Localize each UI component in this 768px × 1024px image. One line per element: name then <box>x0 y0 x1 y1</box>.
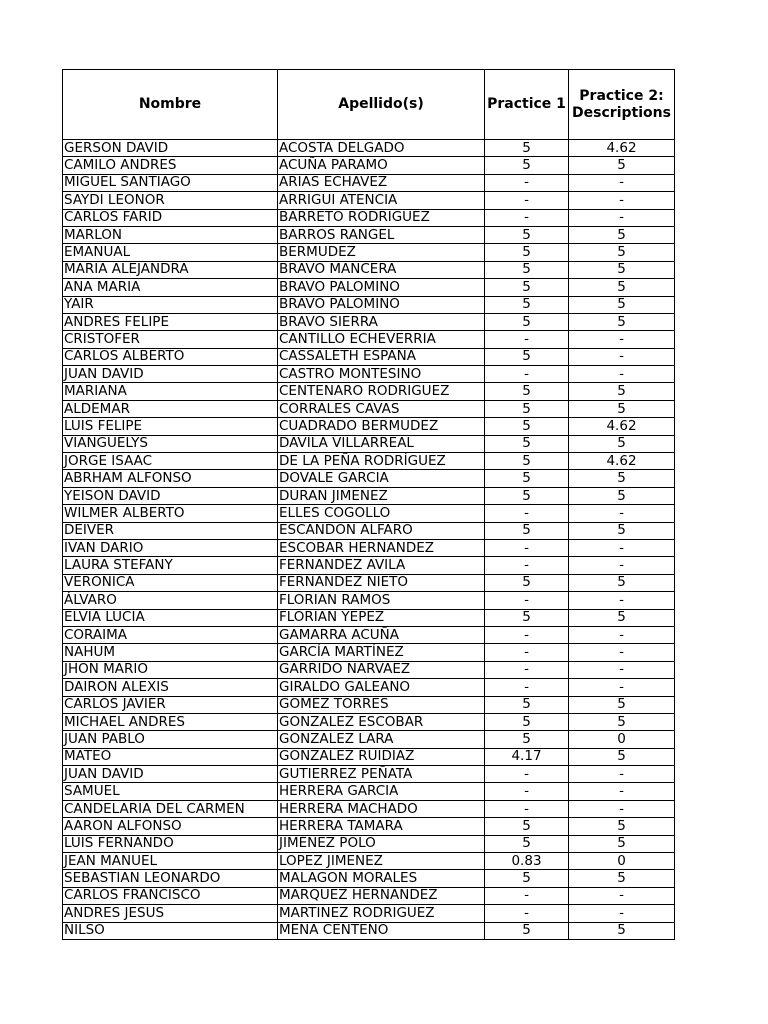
table-row <box>63 592 675 609</box>
cell-nombre: WILMER ALBERTO <box>63 505 278 522</box>
table-row <box>63 870 675 887</box>
cell-apellidos: BARRETO RODRIGUEZ <box>278 209 485 226</box>
cell-apellidos: DOVALE GARCIA <box>278 470 485 487</box>
table-row <box>63 140 675 157</box>
cell-apellidos: BARROS RANGEL <box>278 226 485 243</box>
cell-practice-2: - <box>569 766 675 783</box>
cell-nombre: MARIANA <box>63 383 278 400</box>
cell-nombre: NILSO <box>63 922 278 939</box>
grades-table <box>62 69 675 940</box>
cell-practice-1: 5 <box>485 261 569 278</box>
cell-practice-1: 5 <box>485 400 569 417</box>
cell-practice-1: - <box>485 887 569 904</box>
cell-apellidos: CORRALES CAVAS <box>278 400 485 417</box>
cell-practice-2: - <box>569 679 675 696</box>
table-row <box>63 331 675 348</box>
cell-nombre: VERONICA <box>63 574 278 591</box>
cell-nombre: JEAN MANUEL <box>63 853 278 870</box>
header-apellidos: Apellido(s) <box>278 70 485 140</box>
cell-practice-2: 5 <box>569 400 675 417</box>
table-row <box>63 661 675 678</box>
cell-nombre: SAYDI LEONOR <box>63 192 278 209</box>
cell-practice-2: - <box>569 661 675 678</box>
cell-apellidos: GARCÍA MARTÍNEZ <box>278 644 485 661</box>
cell-nombre: CAMILO ANDRES <box>63 157 278 174</box>
cell-nombre: ABRHAM ALFONSO <box>63 470 278 487</box>
table-row <box>63 818 675 835</box>
table-row <box>63 487 675 504</box>
cell-practice-1: 5 <box>485 522 569 539</box>
cell-nombre: DAIRON ALEXIS <box>63 679 278 696</box>
cell-nombre: JUAN DAVID <box>63 366 278 383</box>
cell-nombre: MICHAEL ANDRES <box>63 713 278 730</box>
cell-nombre: AARON ALFONSO <box>63 818 278 835</box>
cell-nombre: CARLOS FARID <box>63 209 278 226</box>
cell-nombre: MARIA ALEJANDRA <box>63 261 278 278</box>
table-row <box>63 400 675 417</box>
table-row <box>63 296 675 313</box>
cell-apellidos: LOPEZ JIMENEZ <box>278 853 485 870</box>
cell-practice-1: - <box>485 192 569 209</box>
cell-nombre: MARLON <box>63 226 278 243</box>
table-row <box>63 174 675 191</box>
cell-practice-2: 0 <box>569 731 675 748</box>
cell-nombre: CANDELARIA DEL CARMEN <box>63 800 278 817</box>
cell-apellidos: MALAGON MORALES <box>278 870 485 887</box>
cell-nombre: VIANGUELYS <box>63 435 278 452</box>
table-row <box>63 679 675 696</box>
table-row <box>63 453 675 470</box>
cell-apellidos: ESCANDON ALFARO <box>278 522 485 539</box>
cell-practice-2: 5 <box>569 574 675 591</box>
cell-practice-1: 5 <box>485 487 569 504</box>
cell-practice-1: - <box>485 331 569 348</box>
cell-nombre: MIGUEL SANTIAGO <box>63 174 278 191</box>
cell-apellidos: FERNANDEZ NIETO <box>278 574 485 591</box>
cell-apellidos: FERNANDEZ AVILA <box>278 557 485 574</box>
cell-nombre: CRISTOFER <box>63 331 278 348</box>
table-row <box>63 609 675 626</box>
cell-practice-2: 5 <box>569 922 675 939</box>
cell-nombre: ÁLVARO <box>63 592 278 609</box>
cell-nombre: CARLOS ALBERTO <box>63 348 278 365</box>
cell-practice-2: 5 <box>569 157 675 174</box>
cell-nombre: ANDRES FELIPE <box>63 313 278 330</box>
cell-practice-2: 5 <box>569 818 675 835</box>
table-row <box>63 435 675 452</box>
cell-practice-1: 5 <box>485 835 569 852</box>
table-row <box>63 383 675 400</box>
cell-practice-1: - <box>485 174 569 191</box>
table-row <box>63 418 675 435</box>
cell-nombre: EMANUAL <box>63 244 278 261</box>
table-row <box>63 800 675 817</box>
table-row <box>63 922 675 939</box>
cell-practice-2: 5 <box>569 522 675 539</box>
cell-apellidos: GONZALEZ ESCOBAR <box>278 713 485 730</box>
cell-practice-1: 5 <box>485 818 569 835</box>
table-row <box>63 783 675 800</box>
cell-practice-1: - <box>485 557 569 574</box>
cell-practice-2: - <box>569 209 675 226</box>
cell-practice-1: - <box>485 626 569 643</box>
cell-practice-1: 5 <box>485 296 569 313</box>
table-row <box>63 539 675 556</box>
table-row <box>63 366 675 383</box>
cell-practice-2: 4.62 <box>569 140 675 157</box>
cell-apellidos: MENA CENTENO <box>278 922 485 939</box>
cell-practice-1: - <box>485 505 569 522</box>
cell-practice-1: 4.17 <box>485 748 569 765</box>
cell-practice-2: - <box>569 557 675 574</box>
table-row <box>63 644 675 661</box>
cell-practice-2: - <box>569 800 675 817</box>
cell-nombre: LUIS FERNANDO <box>63 835 278 852</box>
cell-apellidos: ESCOBAR HERNANDEZ <box>278 539 485 556</box>
cell-practice-2: 5 <box>569 609 675 626</box>
cell-practice-1: 5 <box>485 157 569 174</box>
cell-practice-1: 5 <box>485 696 569 713</box>
cell-practice-1: 5 <box>485 870 569 887</box>
cell-apellidos: DAVILA VILLARREAL <box>278 435 485 452</box>
table-row <box>63 557 675 574</box>
cell-apellidos: MARTINEZ RODRIGUEZ <box>278 905 485 922</box>
cell-practice-2: - <box>569 505 675 522</box>
cell-practice-2: - <box>569 174 675 191</box>
table-row <box>63 470 675 487</box>
table-row <box>63 766 675 783</box>
cell-nombre: DEIVER <box>63 522 278 539</box>
table-row <box>63 748 675 765</box>
cell-practice-2: - <box>569 331 675 348</box>
table-row <box>63 853 675 870</box>
cell-nombre: IVAN DARIO <box>63 539 278 556</box>
cell-practice-2: - <box>569 626 675 643</box>
cell-practice-2: 5 <box>569 313 675 330</box>
cell-practice-1: - <box>485 766 569 783</box>
cell-practice-2: - <box>569 539 675 556</box>
cell-practice-1: 5 <box>485 383 569 400</box>
cell-nombre: JORGE ISAAC <box>63 453 278 470</box>
header-practice-2-line2: Descriptions <box>572 104 671 121</box>
cell-apellidos: BRAVO MANCERA <box>278 261 485 278</box>
cell-practice-1: 5 <box>485 453 569 470</box>
cell-practice-2: 5 <box>569 244 675 261</box>
table-row <box>63 626 675 643</box>
cell-apellidos: ELLES COGOLLO <box>278 505 485 522</box>
table-row <box>63 905 675 922</box>
cell-apellidos: FLORIAN RAMOS <box>278 592 485 609</box>
cell-nombre: ELVIA LUCIA <box>63 609 278 626</box>
header-practice-2-line1: Practice 2: <box>579 87 664 104</box>
cell-practice-2: 5 <box>569 226 675 243</box>
cell-apellidos: BERMUDEZ <box>278 244 485 261</box>
cell-apellidos: GUTIERREZ PEÑATA <box>278 766 485 783</box>
cell-apellidos: MARQUEZ HERNANDEZ <box>278 887 485 904</box>
cell-practice-2: 5 <box>569 470 675 487</box>
table-row <box>63 887 675 904</box>
cell-practice-1: - <box>485 366 569 383</box>
cell-practice-2: 5 <box>569 748 675 765</box>
table-body <box>63 140 675 940</box>
cell-practice-2: 5 <box>569 696 675 713</box>
table-row <box>63 157 675 174</box>
cell-practice-2: 0 <box>569 853 675 870</box>
table-header <box>63 70 675 140</box>
cell-practice-1: - <box>485 592 569 609</box>
cell-practice-2: - <box>569 644 675 661</box>
table-row <box>63 505 675 522</box>
header-practice-2 <box>569 70 675 140</box>
cell-practice-1: 5 <box>485 140 569 157</box>
cell-practice-1: 5 <box>485 279 569 296</box>
cell-practice-1: 5 <box>485 244 569 261</box>
table-row <box>63 835 675 852</box>
cell-apellidos: BRAVO SIERRA <box>278 313 485 330</box>
cell-apellidos: HERRERA TAMARA <box>278 818 485 835</box>
cell-practice-1: 5 <box>485 609 569 626</box>
cell-nombre: JHON MARIO <box>63 661 278 678</box>
cell-practice-2: - <box>569 348 675 365</box>
cell-apellidos: GONZALEZ LARA <box>278 731 485 748</box>
cell-nombre: CARLOS JAVIER <box>63 696 278 713</box>
cell-practice-2: 5 <box>569 870 675 887</box>
cell-practice-2: 5 <box>569 435 675 452</box>
cell-practice-2: 5 <box>569 713 675 730</box>
cell-practice-2: - <box>569 887 675 904</box>
cell-apellidos: CANTILLO ECHEVERRIA <box>278 331 485 348</box>
cell-nombre: CORAIMA <box>63 626 278 643</box>
cell-nombre: YAIR <box>63 296 278 313</box>
cell-practice-1: 5 <box>485 470 569 487</box>
cell-apellidos: ACUÑA PARAMO <box>278 157 485 174</box>
cell-practice-1: - <box>485 644 569 661</box>
table-row <box>63 279 675 296</box>
cell-apellidos: FLORIAN YEPEZ <box>278 609 485 626</box>
cell-apellidos: GARRIDO NARVAEZ <box>278 661 485 678</box>
table-row <box>63 209 675 226</box>
cell-practice-1: 5 <box>485 313 569 330</box>
cell-apellidos: BRAVO PALOMINO <box>278 296 485 313</box>
cell-practice-2: 5 <box>569 261 675 278</box>
cell-nombre: JUAN DAVID <box>63 766 278 783</box>
cell-practice-2: - <box>569 783 675 800</box>
cell-practice-2: 5 <box>569 296 675 313</box>
cell-practice-1: - <box>485 209 569 226</box>
cell-nombre: YEISON DAVID <box>63 487 278 504</box>
cell-apellidos: ACOSTA DELGADO <box>278 140 485 157</box>
table-row <box>63 261 675 278</box>
table-row <box>63 313 675 330</box>
cell-practice-2: 5 <box>569 383 675 400</box>
cell-practice-1: 5 <box>485 922 569 939</box>
cell-apellidos: HERRERA GARCIA <box>278 783 485 800</box>
cell-apellidos: ARIAS ECHAVEZ <box>278 174 485 191</box>
cell-apellidos: CASSALETH ESPAÑA <box>278 348 485 365</box>
cell-nombre: MATEO <box>63 748 278 765</box>
cell-apellidos: GOMEZ TORRES <box>278 696 485 713</box>
cell-practice-1: 5 <box>485 435 569 452</box>
cell-nombre: SEBASTIAN LEONARDO <box>63 870 278 887</box>
cell-practice-1: 5 <box>485 713 569 730</box>
cell-practice-2: - <box>569 192 675 209</box>
cell-apellidos: BRAVO PALOMINO <box>278 279 485 296</box>
cell-nombre: ANA MARIA <box>63 279 278 296</box>
cell-practice-2: - <box>569 905 675 922</box>
cell-nombre: ANDRES JESUS <box>63 905 278 922</box>
cell-practice-1: - <box>485 800 569 817</box>
cell-apellidos: CENTENARO RODRIGUEZ <box>278 383 485 400</box>
table-row <box>63 244 675 261</box>
table-row <box>63 574 675 591</box>
cell-nombre: CARLOS FRANCISCO <box>63 887 278 904</box>
cell-apellidos: ARRIGUI ATENCIA <box>278 192 485 209</box>
cell-practice-2: 4.62 <box>569 453 675 470</box>
cell-apellidos: JIMÉNEZ POLO <box>278 835 485 852</box>
cell-practice-2: 5 <box>569 487 675 504</box>
cell-nombre: NAHUM <box>63 644 278 661</box>
cell-nombre: SAMUEL <box>63 783 278 800</box>
cell-apellidos: DURAN JIMENEZ <box>278 487 485 504</box>
cell-practice-2: 5 <box>569 279 675 296</box>
cell-practice-2: 4.62 <box>569 418 675 435</box>
cell-apellidos: GAMARRA ACUÑA <box>278 626 485 643</box>
cell-practice-1: - <box>485 783 569 800</box>
cell-practice-1: - <box>485 679 569 696</box>
table-row <box>63 226 675 243</box>
header-row <box>63 70 675 140</box>
header-nombre: Nombre <box>63 70 278 140</box>
cell-practice-1: 5 <box>485 348 569 365</box>
table-row <box>63 348 675 365</box>
cell-practice-1: 5 <box>485 574 569 591</box>
cell-apellidos: GONZALEZ RUIDIAZ <box>278 748 485 765</box>
cell-practice-1: - <box>485 539 569 556</box>
cell-apellidos: CUADRADO BERMUDEZ <box>278 418 485 435</box>
cell-nombre: ALDEMAR <box>63 400 278 417</box>
cell-practice-2: 5 <box>569 835 675 852</box>
cell-practice-2: - <box>569 366 675 383</box>
cell-practice-2: - <box>569 592 675 609</box>
cell-apellidos: CASTRO MONTESINO <box>278 366 485 383</box>
cell-practice-1: - <box>485 905 569 922</box>
table-row <box>63 713 675 730</box>
cell-apellidos: DE LA PEÑA RODRÍGUEZ <box>278 453 485 470</box>
cell-practice-1: - <box>485 661 569 678</box>
cell-practice-1: 0.83 <box>485 853 569 870</box>
table-row <box>63 192 675 209</box>
cell-nombre: LUIS FELIPE <box>63 418 278 435</box>
table-row <box>63 731 675 748</box>
header-practice-1: Practice 1 <box>485 70 569 140</box>
cell-practice-1: 5 <box>485 226 569 243</box>
cell-practice-1: 5 <box>485 418 569 435</box>
table-row <box>63 696 675 713</box>
cell-nombre: GERSON DAVID <box>63 140 278 157</box>
cell-practice-1: 5 <box>485 731 569 748</box>
cell-apellidos: GIRALDO GALEANO <box>278 679 485 696</box>
table-row <box>63 522 675 539</box>
cell-nombre: LAURA STEFANY <box>63 557 278 574</box>
cell-nombre: JUAN PABLO <box>63 731 278 748</box>
cell-apellidos: HERRERA MACHADO <box>278 800 485 817</box>
